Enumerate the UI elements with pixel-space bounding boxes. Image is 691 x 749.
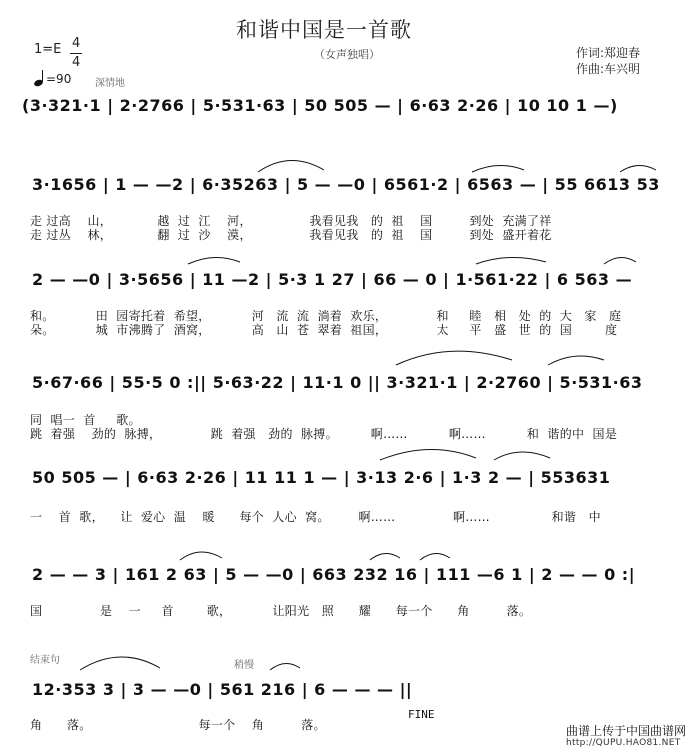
song-title: 和谐中国是一首歌	[236, 18, 412, 42]
ritardando-label: 稍慢	[234, 660, 254, 671]
key-signature: 1=E	[34, 42, 62, 57]
slur-line7-b	[270, 663, 300, 670]
meter-denominator: 4	[72, 55, 81, 70]
slur-line2-a	[258, 160, 324, 172]
slur-line6-c	[420, 553, 450, 560]
source-url: http://QUPU.HAO81.NET	[566, 738, 681, 748]
slur-line3-a	[188, 257, 240, 264]
meter-numerator: 4	[72, 36, 81, 51]
lyrics-line-7: 角 落。 每一个 角 落。	[30, 718, 326, 732]
notation-line-2: 3·1656 | 1 — —2 | 6·35263 | 5 — —0 | 6561·2 | 6563 — | 55 6613 53	[32, 175, 660, 194]
slur-line3-b	[476, 257, 546, 264]
lyrics-line-4-verse-1: 同 唱一 首 歌。	[30, 413, 141, 427]
lyrics-line-5: 一 首 歌， 让 爱心 温 暖 每个 人心 窝。 啊…… 啊…… 和谐 中	[30, 510, 601, 524]
slur-line6-a	[180, 552, 222, 560]
slur-line5-a	[380, 449, 476, 460]
lyrics-line-2-verse-2: 走 过丛 林， 翻 过 沙 漠， 我看见我 的 祖 国 到处 盛开着花	[30, 228, 552, 242]
slur-line2-b	[472, 165, 524, 172]
lyricist-credit: 作词:郑迎春	[576, 46, 641, 60]
lyrics-line-3-verse-2: 朵。 城 市沸腾了 酒窝， 高 山 苍 翠着 祖国， 太 平 盛 世 的 国 度	[30, 323, 618, 337]
lyrics-line-3-verse-1: 和。 田 园寄托着 希望， 河 流 流 淌着 欢乐， 和 睦 相 处 的 大 家 庭	[30, 309, 622, 323]
song-subtitle: （女声独唱）	[314, 48, 380, 61]
source-watermark: 曲谱上传于中国曲谱网	[566, 724, 687, 738]
coda-label: 结束句	[30, 655, 60, 666]
notation-line-6: 2 — — 3 | 161 2 63 | 5 — —0 | 663 232 16 | 111 —6 1 | 2 — — 0 :|	[32, 565, 636, 584]
slur-line3-c	[604, 257, 636, 264]
notation-line-3: 2 — —0 | 3·5656 | 11 —2 | 5·3 1 27 | 66 — 0 | 1·561·22 | 6 563 —	[32, 270, 633, 289]
notation-line-5: 50 505 — | 6·63 2·26 | 11 11 1 — | 3·13 2·6 | 1·3 2 — | 553631	[32, 468, 611, 487]
slur-line4-a	[396, 351, 512, 365]
tempo-marking: =90	[46, 72, 72, 86]
lyrics-line-2-verse-1: 走 过高 山， 越 过 江 河， 我看见我 的 祖 国 到处 充满了祥	[30, 214, 552, 228]
slur-line7-a	[80, 657, 160, 670]
expression-marking: 深情地	[95, 78, 125, 89]
slur-line6-b	[370, 553, 400, 560]
lyrics-line-4-verse-2: 跳 着强 劲的 脉搏， 跳 着强 劲的 脉搏。 啊…… 啊…… 和 谐的中 国是	[30, 427, 618, 441]
slur-line4-b	[548, 356, 604, 365]
composer-credit: 作曲:车兴明	[576, 62, 641, 76]
slur-line2-c	[620, 165, 656, 172]
notation-line-7: 12·353 3 | 3 — —0 | 561 216 | 6 — — — ||	[32, 680, 413, 699]
fine-marking: FINE	[408, 708, 435, 721]
slur-line5-b	[494, 452, 550, 460]
lyrics-line-6: 国 是 一 首 歌， 让阳光 照 耀 每一个 角 落。	[30, 604, 532, 618]
notation-line-4: 5·67·66 | 55·5 0 :|| 5·63·22 | 11·1 0 || 3·321·1 | 2·2760 | 5·531·63	[32, 373, 643, 392]
notation-line-1: (3·321·1 | 2·2766 | 5·531·63 | 50 505 — | 6·63 2·26 | 10 10 1 —)	[22, 96, 618, 115]
